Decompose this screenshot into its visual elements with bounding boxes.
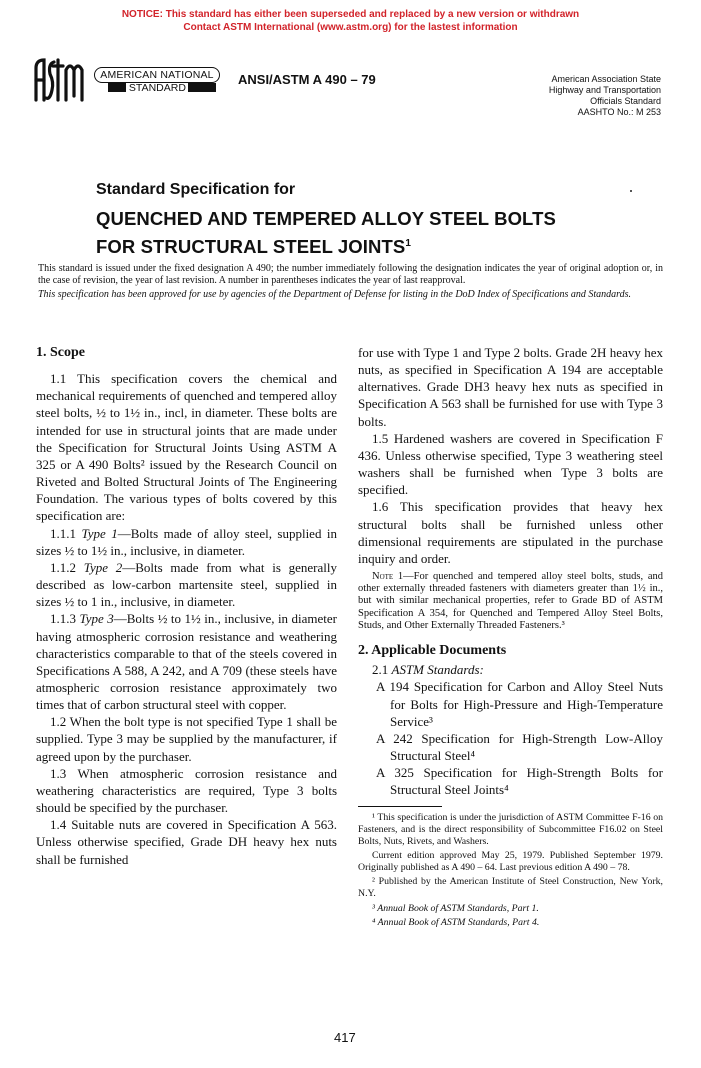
note-label: Note 1 bbox=[372, 571, 404, 583]
reference-a325: A 325 Specification for High-Strength Bolts for Structural Steel Joints⁴ bbox=[376, 765, 663, 798]
astm-standards-label: ASTM Standards: bbox=[391, 662, 484, 678]
title-footnote-mark: 1 bbox=[405, 238, 412, 249]
footnote-divider bbox=[358, 806, 442, 807]
aashto-block bbox=[549, 74, 661, 118]
type-label: Type 2 bbox=[83, 559, 123, 575]
notice-line-1: NOTICE: This standard has either been superseded and replaced by a new version or withdrawn bbox=[121, 9, 580, 20]
section-heading-scope: 1. Scope bbox=[36, 345, 85, 360]
para-num: 2.1 bbox=[372, 662, 389, 678]
type-label: Type 1 bbox=[81, 525, 118, 541]
paragraph-1-1-1 bbox=[36, 525, 337, 559]
ansi-line-1: AMERICAN NATIONAL bbox=[94, 67, 220, 83]
reference-a194: A 194 Specification for Carbon and Alloy Steel Nuts for Bolts for High-Pressure and High-Temperature Service³ bbox=[376, 679, 663, 729]
paragraph-1-1-3 bbox=[36, 610, 337, 713]
preamble bbox=[38, 263, 663, 304]
para-text: —Bolts ½ to 1½ in., inclusive, in diameter having atmospheric corrosion resistance and weathering characteristics comparable to that of the steels covered in Specifications A 588, A 242, and A 709 (these steels have atmospheric corrosion resistance approximately two times that of carbon structural steel with copper. bbox=[36, 611, 338, 713]
para-num: 1.1.3 bbox=[50, 611, 76, 627]
para-text: —Bolts made of alloy steel, supplied in sizes ½ to 1½ in., inclusive, in diameter. bbox=[36, 525, 338, 558]
footnote-edition: Current edition approved May 25, 1979. Published September 1979. Originally published as A 490 – 64. Last previous edition A 490 – 78. bbox=[358, 850, 663, 873]
preamble-issue: This standard is issued under the fixed designation A 490; the number immediately following the designation indicates the year of original adoption or, in the case of revision, the year of last revision. A number in parentheses indicates the year of last reapproval. bbox=[38, 263, 663, 286]
title-line-2-row bbox=[96, 231, 556, 259]
footnote-3: ³ Annual Book of ASTM Standards, Part 1. bbox=[372, 902, 539, 914]
reference-a242: A 242 Specification for High-Strength Low-Alloy Structural Steel⁴ bbox=[376, 730, 663, 763]
paragraph-1-6: 1.6 This specification provides that heavy hex structural bolts shall be furnished unless other dimensional requirements are stipulated in the purchase inquiry and order. bbox=[358, 499, 663, 566]
document-title bbox=[96, 206, 556, 259]
designation: ANSI/ASTM A 490 – 79 bbox=[238, 72, 376, 87]
paragraph-1-1: 1.1 This specification covers the chemical and mechanical requirements of quenched and tempered alloy steel bolts, ½ to 1½ in., incl, in diameter. These bolts are intended for use in structural joints that are made under the Specification for Structural Joints Using ASTM A 325 or A 490 Bolts² issued by the Research Council on Riveted and Bolted Structural Joints of The Engineering Foundation. The various types of bolts covered by this specification are: bbox=[36, 371, 337, 524]
scan-speck bbox=[630, 190, 632, 192]
section-heading-documents: 2. Applicable Documents bbox=[358, 643, 507, 659]
bar-right-icon bbox=[188, 83, 216, 92]
para-num: 1.1.1 bbox=[50, 525, 76, 541]
footnote-1: ¹ This specification is under the jurisdiction of ASTM Committee F-16 on Fasteners, and is the direct responsibility of Subcommittee F16.02 on Steel Bolts, Nuts, Rivets, and Washers. bbox=[358, 812, 663, 847]
title-line-2: FOR STRUCTURAL STEEL JOINTS bbox=[96, 236, 406, 258]
notice-line-2: Contact ASTM International (www.astm.org) for the lastest information bbox=[183, 22, 518, 33]
footnote-4: ⁴ Annual Book of ASTM Standards, Part 4. bbox=[372, 917, 540, 929]
notice-banner bbox=[0, 8, 701, 34]
type-label: Type 3 bbox=[79, 611, 114, 627]
bar-left-icon bbox=[108, 83, 126, 92]
ansi-line-2-row bbox=[108, 82, 222, 95]
footnote-2: ² Published by the American Institute of Steel Construction, New York, N.Y. bbox=[358, 876, 663, 900]
standard-spec-for: Standard Specification for bbox=[96, 181, 296, 198]
para-num: 1.1.2 bbox=[50, 559, 76, 575]
paragraph-1-4: 1.4 Suitable nuts are covered in Specification A 563. Unless otherwise specified, Grade DH heavy hex nuts shall be furnished bbox=[36, 817, 337, 867]
aashto-line: Highway and Transportation bbox=[548, 85, 661, 95]
aashto-line: American Association State bbox=[551, 74, 661, 84]
title-line-1: QUENCHED AND TEMPERED ALLOY STEEL BOLTS bbox=[96, 208, 556, 229]
aashto-line: AASHTO No.: M 253 bbox=[577, 107, 661, 117]
left-column bbox=[36, 344, 337, 868]
right-column bbox=[358, 344, 663, 932]
note-1 bbox=[358, 571, 663, 632]
preamble-dod: This specification has been approved for use by agencies of the Department of Defense for listing in the DoD Index of Specifications and Standards. bbox=[38, 289, 632, 300]
para-text: —Bolts made from what is generally described as low-carbon martensite steel, supplied in sizes ½ to 1 in., inclusive, in diameter. bbox=[36, 559, 338, 610]
page-number: 417 bbox=[334, 1030, 356, 1045]
paragraph-1-5: 1.5 Hardened washers are covered in Specification F 436. Unless otherwise specified, Type 3 weathering steel washers shall be furnished when Type 3 bolts are specified. bbox=[358, 430, 663, 498]
paragraph-1-4-continued: for use with Type 1 and Type 2 bolts. Grade 2H heavy hex nuts, as specified in Specification A 194 are acceptable alternatives. Grade DH3 heavy hex nuts as specified in Specification A 563 shall be furnished for use with Type 3 bolts. bbox=[358, 345, 663, 429]
aashto-line: Officials Standard bbox=[590, 96, 661, 106]
ansi-line-2: STANDARD bbox=[128, 82, 186, 94]
paragraph-1-3: 1.3 When atmospheric corrosion resistance and weathering characteristics are required, Type 3 bolts should be specified by the purchaser. bbox=[36, 765, 337, 816]
note-text: —For quenched and tempered alloy steel bolts, studs, and other externally threaded fasteners with diameters greater than 1½ in., but with similar mechanical properties, refer to Grade BD of ASTM Specification A 354, for Quenched and Tempered Alloy Steel Bolts, Studs, and Other Externally Threaded Fasteners.³ bbox=[358, 571, 663, 631]
paragraph-1-1-2 bbox=[36, 559, 337, 610]
paragraph-1-2: 1.2 When the bolt type is not specified Type 1 shall be supplied. Type 3 may be supplied by the manufacturer, if agreed upon by the purchaser. bbox=[36, 714, 337, 764]
ansi-badge bbox=[94, 67, 222, 95]
paragraph-2-1 bbox=[358, 661, 663, 678]
astm-logo-icon bbox=[32, 56, 84, 104]
